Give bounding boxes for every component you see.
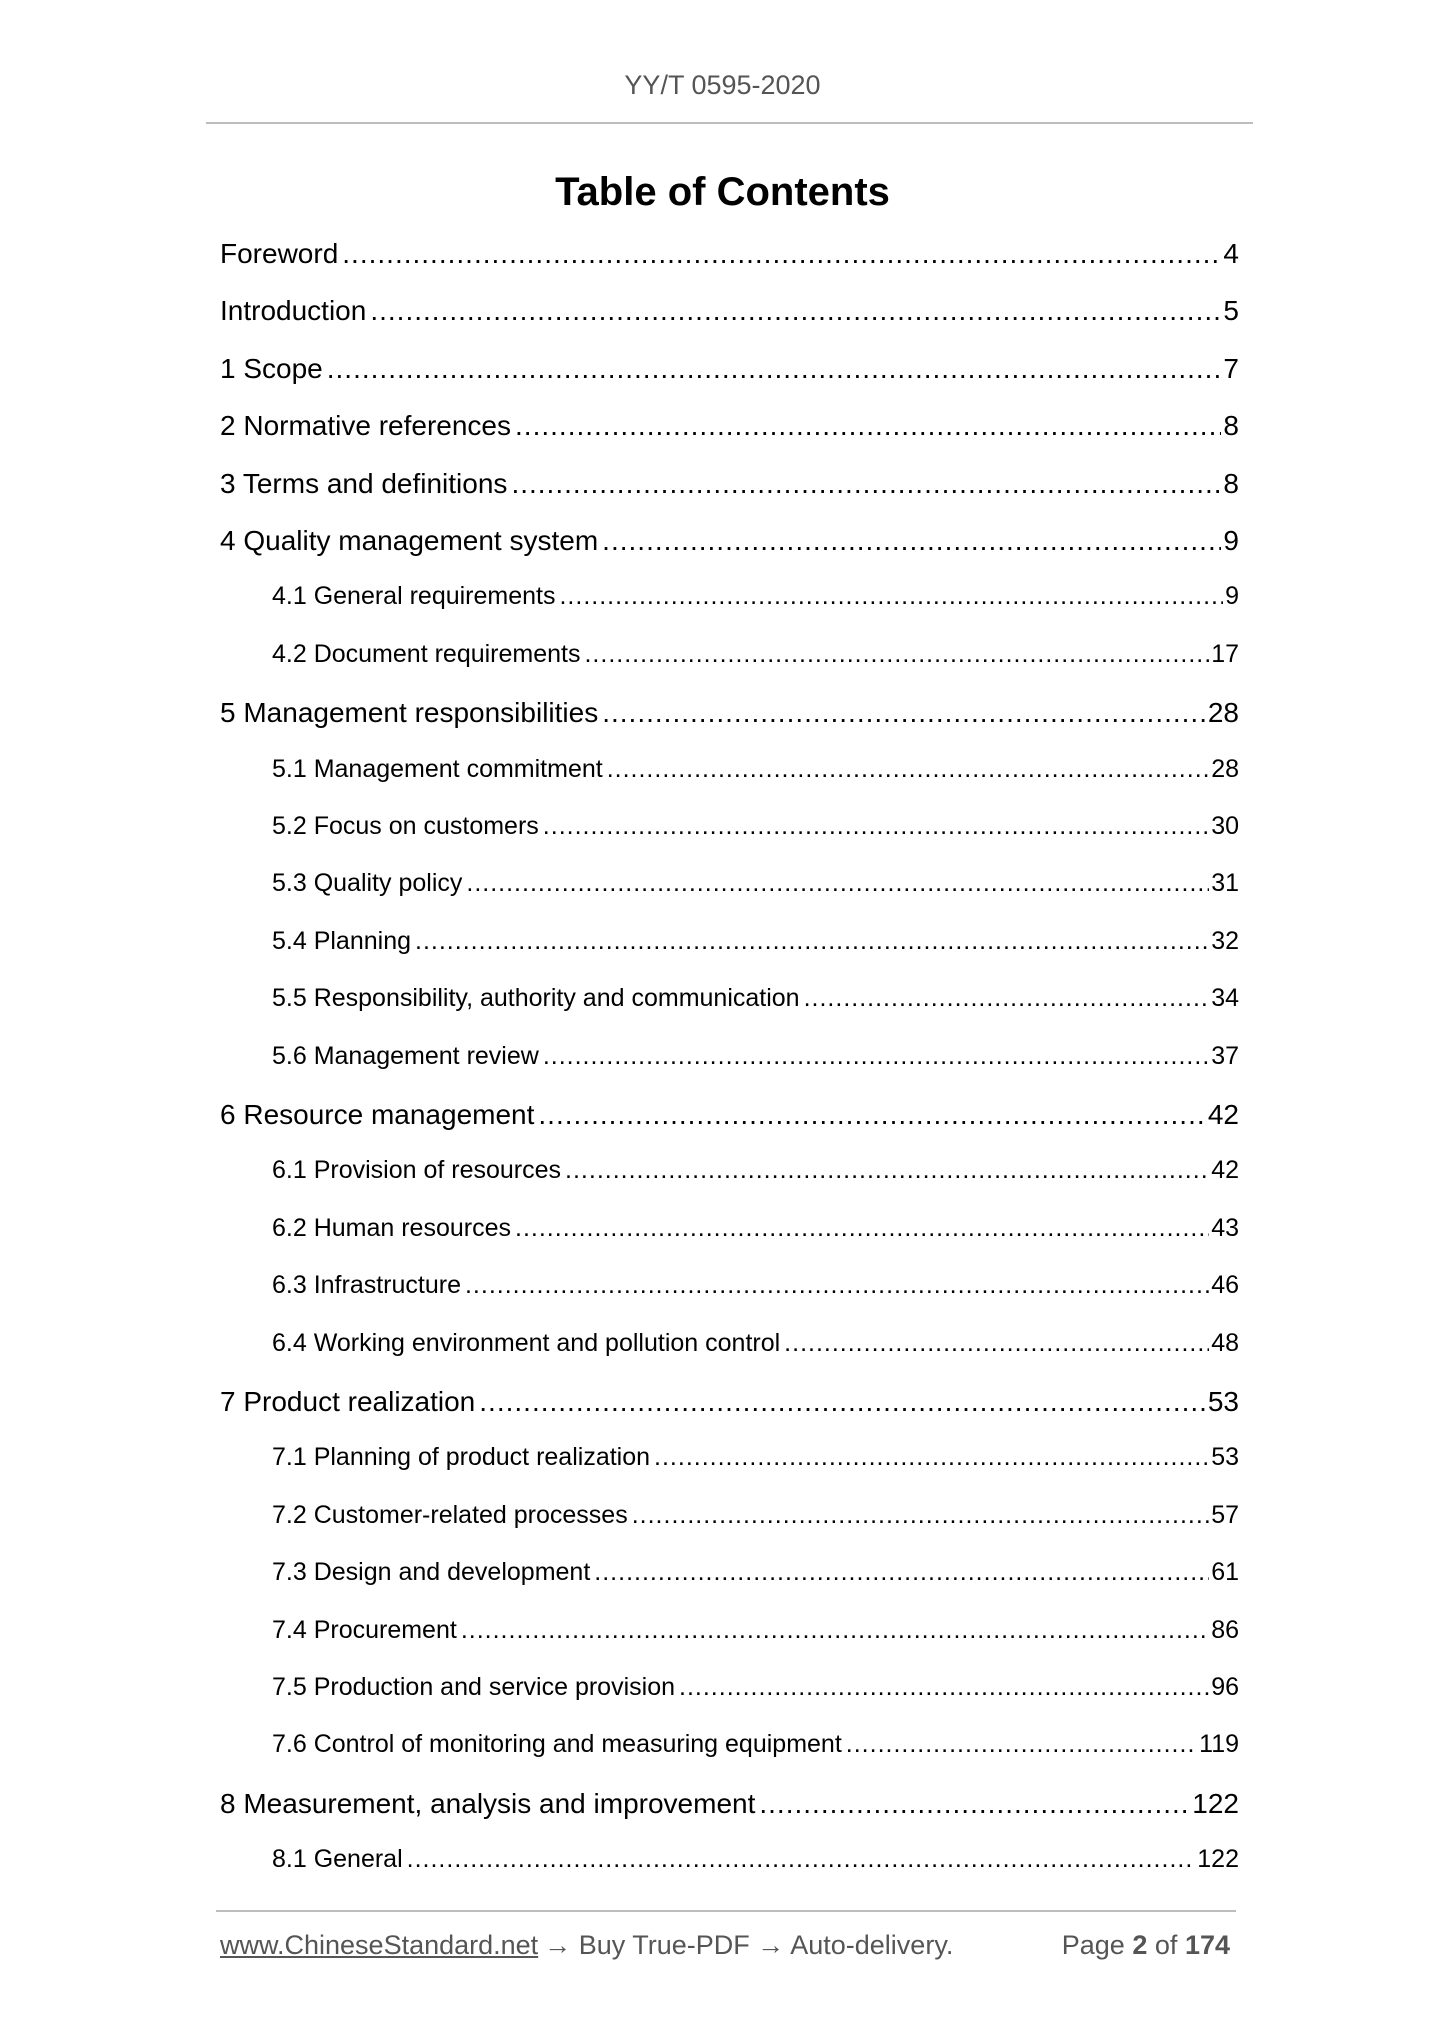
toc-entry-label: 5.1 Management commitment xyxy=(272,754,603,783)
toc-entry[interactable] xyxy=(220,1788,1239,1820)
toc-entry[interactable] xyxy=(272,1558,1239,1587)
toc-entry-label: 5.3 Quality policy xyxy=(272,869,463,898)
toc-entry[interactable] xyxy=(272,1042,1239,1071)
toc-dot-leader xyxy=(515,410,1221,442)
toc-entry[interactable] xyxy=(272,869,1239,898)
toc-entry[interactable] xyxy=(272,1443,1239,1472)
toc-dot-leader xyxy=(602,697,1206,729)
toc-dot-leader xyxy=(479,1386,1206,1418)
footer xyxy=(220,1930,1230,1961)
toc-entry-page-number: 28 xyxy=(1211,754,1239,783)
toc-entry-page-number: 34 xyxy=(1211,984,1239,1013)
toc-entry-label: 5.2 Focus on customers xyxy=(272,812,539,840)
toc-dot-leader xyxy=(543,812,1209,841)
toc-dot-leader xyxy=(679,1673,1209,1702)
toc-dot-leader xyxy=(543,1042,1209,1071)
toc-entry[interactable] xyxy=(220,410,1239,442)
toc-entry[interactable] xyxy=(220,697,1239,729)
toc-entry[interactable] xyxy=(272,1845,1239,1874)
toc-entry-label: 7.4 Procurement xyxy=(272,1615,457,1644)
toc-entry-label: 2 Normative references xyxy=(220,410,512,442)
current-page-number: 2 xyxy=(1132,1930,1148,1960)
toc-entry-page-number: 17 xyxy=(1211,639,1239,668)
toc-entry-label: 4 Quality management system xyxy=(220,525,599,556)
toc-entry-label: 5.6 Management review xyxy=(272,1041,539,1070)
toc-entry-page-number: 4 xyxy=(1223,238,1239,269)
toc-entry-label: 6.3 Infrastructure xyxy=(272,1271,461,1300)
toc-entry-label: 6 Resource management xyxy=(220,1099,535,1130)
toc-entry[interactable] xyxy=(272,1271,1239,1300)
toc-entry-page-number: 57 xyxy=(1211,1500,1239,1529)
toc-dot-leader xyxy=(342,238,1221,270)
toc-entry-page-number: 46 xyxy=(1211,1271,1239,1300)
toc-entry-page-number: 8 xyxy=(1223,467,1239,499)
toc-entry-label: Introduction xyxy=(220,295,367,327)
page-indicator xyxy=(1062,1930,1230,1961)
toc-entry-page-number: 48 xyxy=(1211,1328,1239,1357)
toc-entry[interactable] xyxy=(272,640,1239,669)
toc-entry-page-number: 61 xyxy=(1211,1558,1239,1587)
toc-entry-label: 5 Management responsibilities xyxy=(220,697,599,729)
toc-entry-page-number: 31 xyxy=(1211,869,1239,898)
toc-entry-page-number: 53 xyxy=(1211,1443,1239,1472)
toc-dot-leader xyxy=(565,1156,1209,1185)
toc-entry-page-number: 8 xyxy=(1223,410,1239,442)
toc-dot-leader xyxy=(511,468,1221,500)
toc-dot-leader xyxy=(415,927,1209,956)
header-divider xyxy=(206,122,1253,124)
toc-dot-leader xyxy=(584,640,1209,669)
toc-entry-label: 7.3 Design and development xyxy=(272,1558,591,1587)
toc-dot-leader xyxy=(846,1730,1197,1759)
toc-dot-leader xyxy=(759,1788,1190,1820)
toc-entry-label: 6.2 Human resources xyxy=(272,1213,512,1242)
toc-entry-label: 6.1 Provision of resources xyxy=(272,1156,562,1185)
toc-entry[interactable] xyxy=(220,1386,1239,1418)
toc-dot-leader xyxy=(461,1616,1209,1645)
toc-entry[interactable] xyxy=(220,238,1239,270)
toc-dot-leader xyxy=(327,353,1222,385)
toc-entry-label: Foreword xyxy=(220,238,339,269)
toc-entry-page-number: 30 xyxy=(1211,812,1239,840)
toc-entry-label: 4.2 Document requirements xyxy=(272,639,581,668)
toc-entry[interactable] xyxy=(272,1616,1239,1645)
toc-entry[interactable] xyxy=(220,353,1239,385)
toc-entry-page-number: 122 xyxy=(1192,1787,1239,1819)
toc-entry[interactable] xyxy=(272,1329,1239,1358)
toc-dot-leader xyxy=(559,582,1223,611)
toc-dot-leader xyxy=(466,869,1209,898)
toc-entry-label: 3 Terms and definitions xyxy=(220,467,508,499)
toc-entry-page-number: 43 xyxy=(1211,1213,1239,1242)
toc-entry[interactable] xyxy=(272,755,1239,784)
toc-entry[interactable] xyxy=(272,582,1239,611)
footer-promo-text: → Buy True-PDF → Auto-delivery. xyxy=(544,1930,954,1960)
toc-entry[interactable] xyxy=(272,1156,1239,1185)
toc-dot-leader xyxy=(515,1214,1209,1243)
toc-entry-label: 7.5 Production and service provision xyxy=(272,1673,676,1701)
toc-dot-leader xyxy=(370,295,1221,327)
toc-entry-page-number: 122 xyxy=(1197,1845,1239,1874)
toc-dot-leader xyxy=(784,1329,1209,1358)
toc-entry[interactable] xyxy=(272,1673,1239,1702)
toc-entry-page-number: 5 xyxy=(1223,295,1239,327)
toc-entry[interactable] xyxy=(272,1214,1239,1243)
toc-dot-leader xyxy=(607,755,1209,784)
toc-dot-leader xyxy=(407,1845,1196,1874)
toc-entry-label: 8 Measurement, analysis and improvement xyxy=(220,1787,756,1819)
page-of-label: of xyxy=(1154,1930,1178,1960)
toc-dot-leader xyxy=(804,984,1210,1013)
toc-entry-page-number: 119 xyxy=(1199,1730,1239,1759)
toc-entry-label: 7.2 Customer-related processes xyxy=(272,1500,628,1529)
toc-entry-page-number: 86 xyxy=(1211,1615,1239,1644)
toc-entry-page-number: 53 xyxy=(1207,1386,1239,1417)
toc-entry-label: 5.4 Planning xyxy=(272,926,412,955)
toc-entry[interactable] xyxy=(272,1501,1239,1530)
toc-entry[interactable] xyxy=(272,812,1239,841)
toc-entry-page-number: 9 xyxy=(1223,525,1239,556)
toc-entry[interactable] xyxy=(220,525,1239,557)
toc-dot-leader xyxy=(594,1558,1209,1587)
toc-entry-label: 8.1 General xyxy=(272,1845,403,1874)
toc-entry-page-number: 42 xyxy=(1207,1099,1239,1130)
toc-dot-leader xyxy=(465,1271,1209,1300)
toc-entry-page-number: 32 xyxy=(1211,926,1239,955)
toc-entry[interactable] xyxy=(220,295,1239,327)
document-id-header: YY/T 0595-2020 xyxy=(624,70,821,100)
toc-entry-page-number: 7 xyxy=(1223,352,1239,384)
toc-entry-page-number: 9 xyxy=(1225,582,1239,611)
toc-entry[interactable] xyxy=(272,1730,1239,1759)
toc-entry[interactable] xyxy=(272,927,1239,956)
toc-entry[interactable] xyxy=(220,1099,1239,1131)
footer-divider xyxy=(216,1910,1236,1912)
toc-entry-label: 4.1 General requirements xyxy=(272,582,556,611)
toc-dot-leader xyxy=(602,525,1221,557)
toc-entry[interactable] xyxy=(272,984,1239,1013)
page-label: Page xyxy=(1061,1930,1125,1960)
toc-entry-label: 6.4 Working environment and pollution control xyxy=(272,1328,781,1357)
toc-entry[interactable] xyxy=(220,468,1239,500)
toc-entry-page-number: 42 xyxy=(1211,1156,1239,1185)
toc-dot-leader xyxy=(538,1099,1205,1131)
toc-entry-page-number: 28 xyxy=(1207,697,1239,729)
page-title: Table of Contents xyxy=(555,170,890,214)
total-page-count: 174 xyxy=(1184,1930,1230,1960)
toc-entry-label: 7.1 Planning of product realization xyxy=(272,1443,651,1472)
toc-entry-label: 5.5 Responsibility, authority and communication xyxy=(272,984,800,1013)
toc-dot-leader xyxy=(632,1501,1209,1530)
website-link[interactable]: www.ChineseStandard.net xyxy=(220,1930,539,1960)
toc-entry-label: 1 Scope xyxy=(220,352,323,384)
toc-dot-leader xyxy=(654,1443,1209,1472)
toc-entry-label: 7.6 Control of monitoring and measuring equipment xyxy=(272,1730,842,1759)
toc-entry-page-number: 96 xyxy=(1211,1673,1239,1701)
toc-entry-page-number: 37 xyxy=(1211,1041,1239,1070)
toc-entry-label: 7 Product realization xyxy=(220,1386,476,1417)
